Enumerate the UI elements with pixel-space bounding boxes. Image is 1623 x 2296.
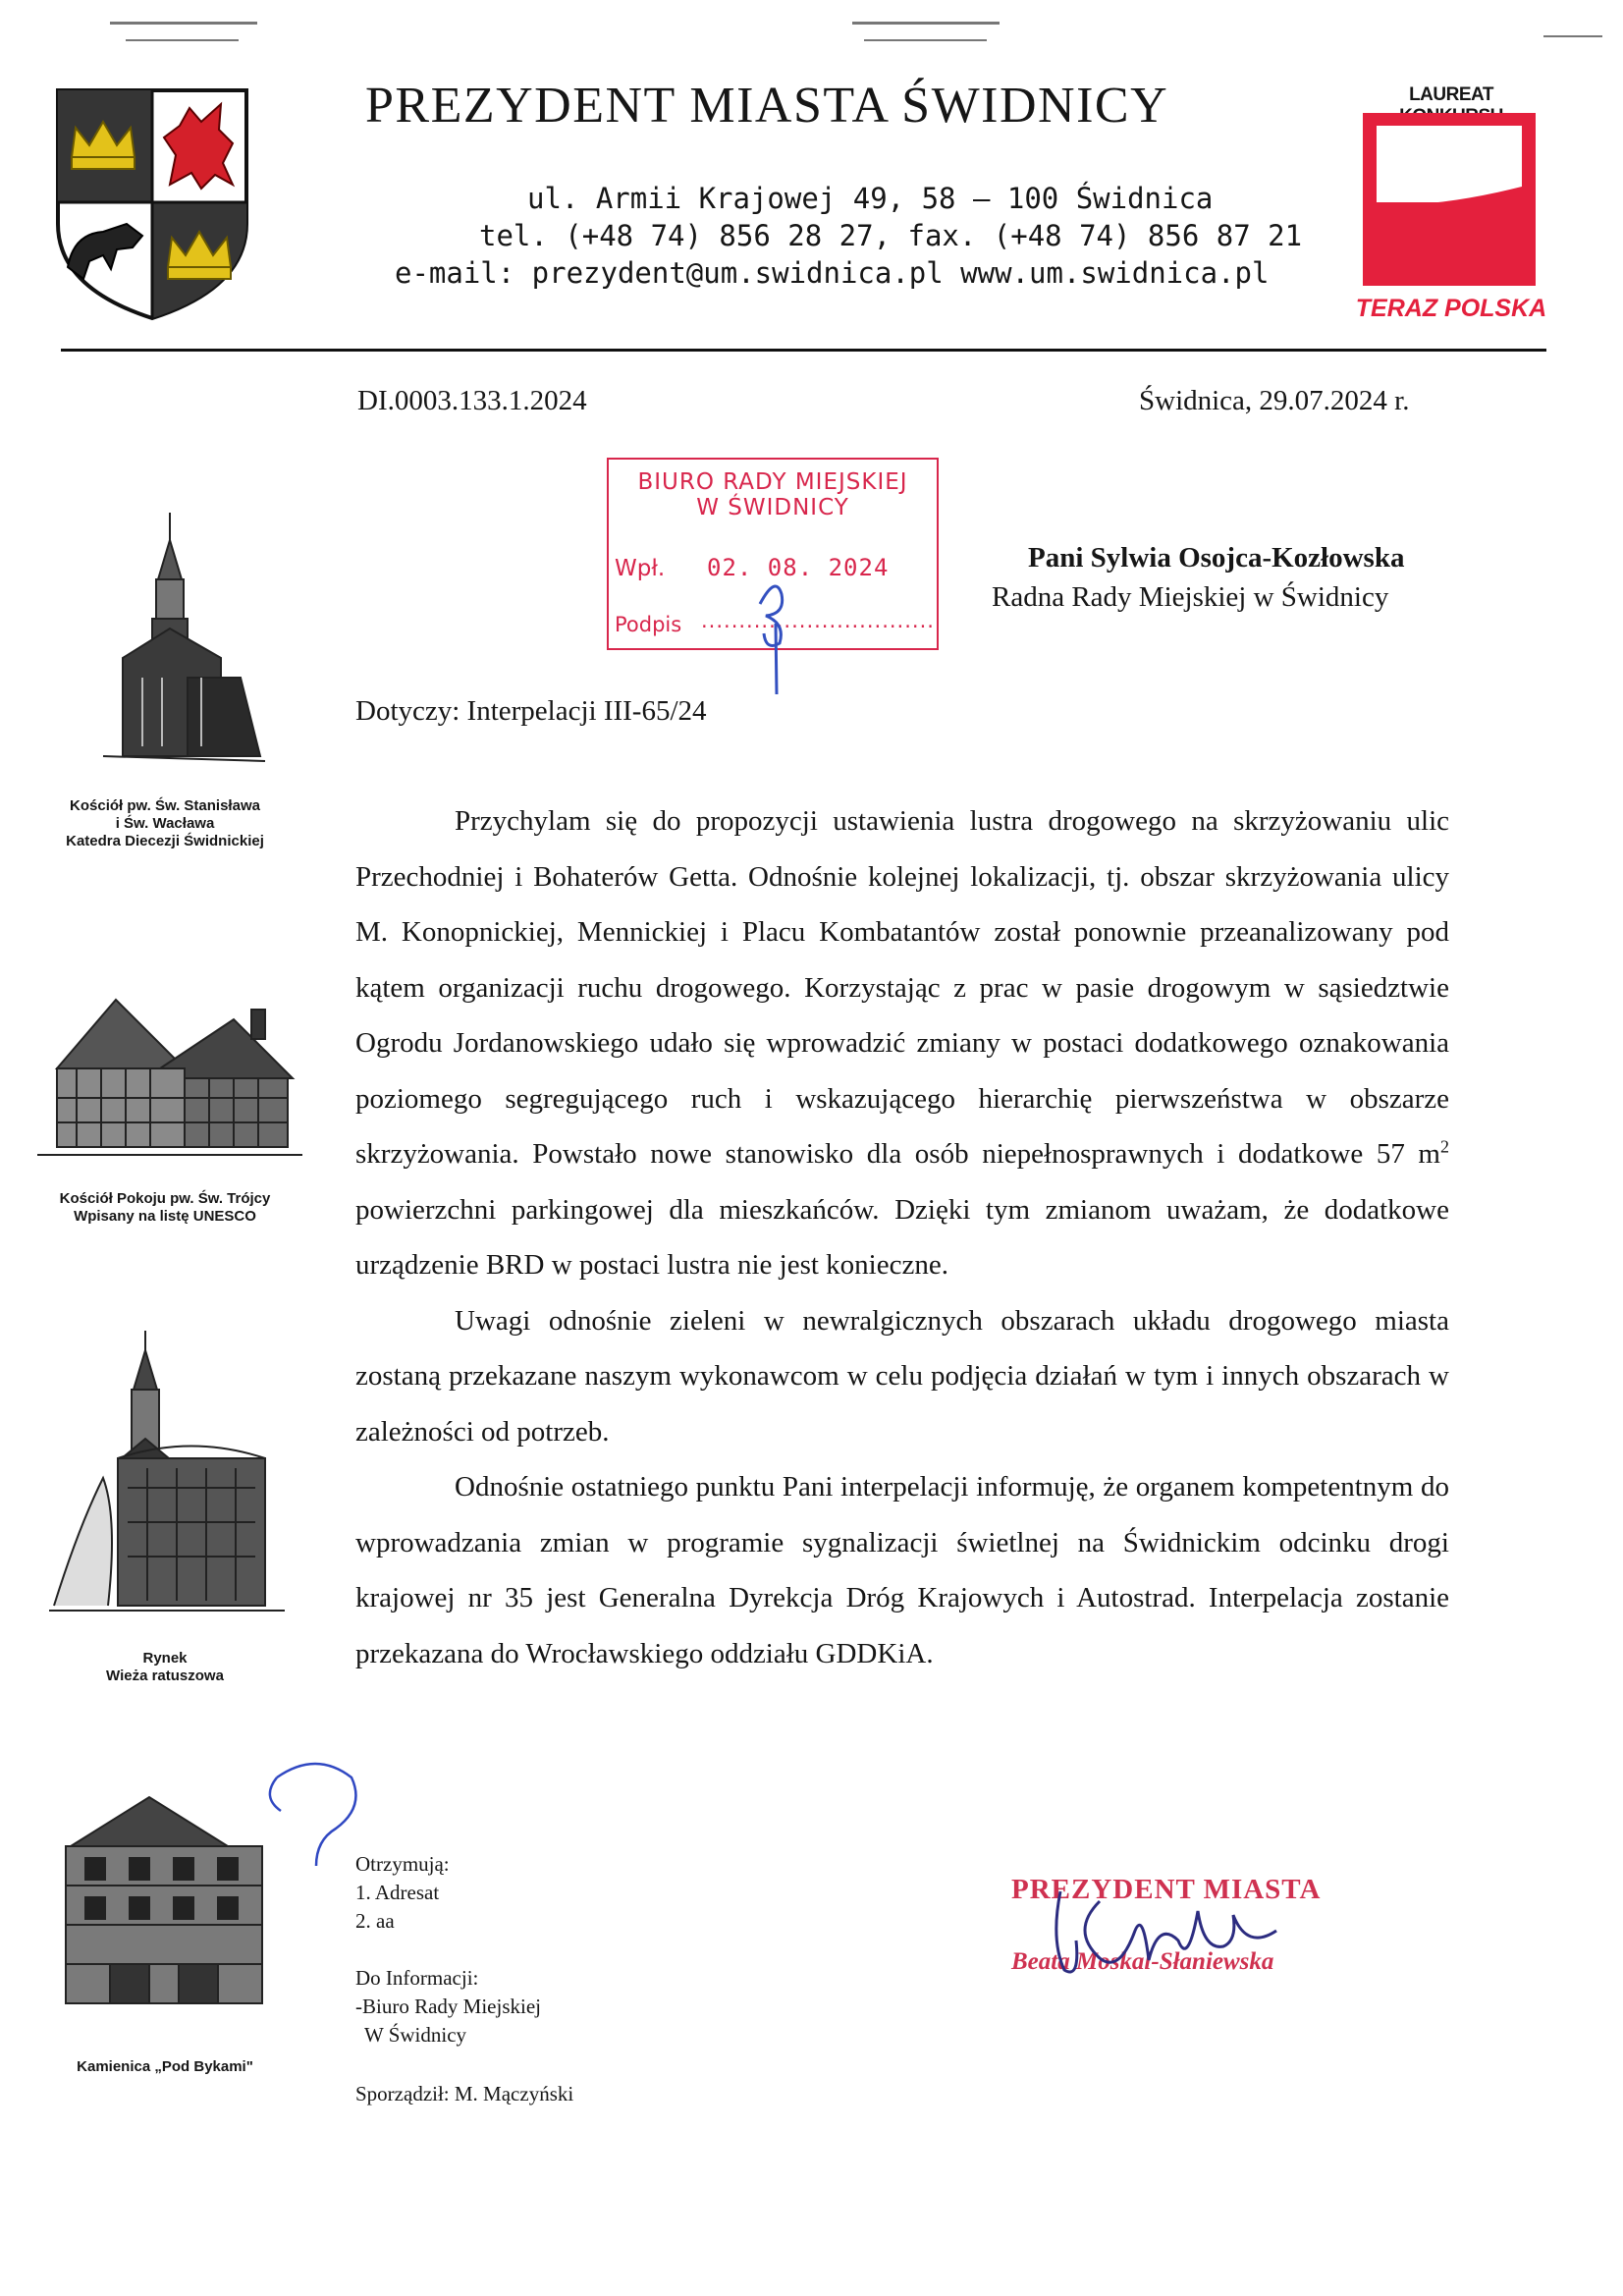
scan-artifact (864, 39, 987, 41)
caption-line: Wieża ratuszowa (106, 1667, 224, 1684)
caption-line: Wpisany na listę UNESCO (74, 1208, 256, 1225)
signature-stamp-name: Beata Moskal-Słaniewska (1011, 1948, 1274, 1975)
sidebar-caption-cathedral (37, 797, 293, 850)
cathedral-drawing-icon (93, 511, 270, 776)
sidebar-caption-house (37, 2058, 293, 2076)
scan-artifact (852, 22, 1000, 25)
signature-stamp-title: PREZYDENT MIASTA (1011, 1874, 1322, 1905)
caption-line: Kościół pw. Św. Stanisława (70, 797, 260, 814)
stamp-office: BIURO RADY MIEJSKIEJ (637, 469, 908, 495)
info-label: Do Informacji: (355, 1966, 479, 1990)
badge-top-label: LAUREAT (1409, 84, 1493, 105)
letter-subject: Dotyczy: Interpelacji III-65/24 (355, 695, 707, 727)
badge-flag-wave-icon (1377, 187, 1522, 226)
stamp-sign-label: Podpis (615, 613, 682, 636)
letterhead-address: ul. Armii Krajowej 49, 58 – 100 Świdnica (527, 182, 1214, 215)
coat-of-arms-icon (54, 86, 250, 322)
caption-line: Kościół Pokoju pw. Św. Trójcy (59, 1190, 271, 1207)
body-paragraph-1 (355, 793, 1449, 1293)
recipient-role: Radna Rady Miejskiej w Świdnicy (992, 581, 1389, 613)
stamp-received-label: Wpł. (615, 556, 666, 581)
town-hall-drawing-icon (49, 1331, 285, 1625)
superscript-squared: 2 (1440, 1136, 1449, 1157)
caption-line: Rynek (142, 1650, 188, 1667)
info-block (355, 1964, 541, 2050)
info-line: -Biuro Rady Miejskiej (355, 1995, 541, 2018)
letterhead-divider (61, 349, 1546, 352)
caption-line: Kamienica „Pod Bykami" (77, 2058, 253, 2075)
sidebar-caption-market (37, 1650, 293, 1685)
recipient-item: 2. aa (355, 1909, 395, 1933)
pod-bykami-house-drawing-icon (51, 1787, 277, 2013)
caption-line: i Św. Wacława (115, 815, 215, 832)
letterhead-title: PREZYDENT MIASTA ŚWIDNICY (365, 78, 1169, 134)
body-paragraph-2: Uwagi odnośnie zieleni w newralgicznych obszarach układu drogowego miasta zostaną przekazane naszym wykonawcom w celu podjęcia działań w tym i innych obszarach w zależności od potrzeb. (355, 1304, 1449, 1448)
letterhead-contact: e-mail: prezydent@um.swidnica.pl www.um.swidnica.pl (395, 256, 1270, 290)
letterhead-phone: tel. (+48 74) 856 28 27, fax. (+48 74) 856 87 21 (479, 219, 1303, 252)
recipient-item: 1. Adresat (355, 1881, 440, 1904)
handwritten-signature (1041, 1872, 1306, 1990)
body-paragraph-1-text: Przychylam się do propozycji ustawienia lustra drogowego na skrzyżowaniu ulic Przechodniej i Bohaterów Getta. Odnośnie kolejnej lokalizacji, tj. obszar skrzyżowania ulicy M. Konopnickiej, Mennickiej i Placu Kombatantów został ponownie przeanalizowany pod kątem organizacji ruchu drogowego. Korzystając z prac w pasie drogowym w sąsiedztwie Ogrodu Jordanowskiego udało się wprowadzić zmiany w postaci dodatkowego oznakowania poziomego segregującego ruch i wskazującego hierarchię pierwszeństwa w obszarze skrzyżowania. Powstało nowe stanowisko dla osób niepełnosprawnych i dodatkowe 57 m (355, 805, 1449, 1170)
scan-artifact (110, 22, 257, 25)
recipients-label: Otrzymują: (355, 1852, 450, 1876)
handwritten-mark (257, 1758, 365, 1876)
scan-artifact (126, 39, 239, 41)
badge-bottom-label: TERAZ POLSKA (1355, 295, 1547, 322)
scan-artifact (1543, 35, 1602, 37)
recipient-name: Pani Sylwia Osojca-Kozłowska (1028, 542, 1405, 574)
reference-number: DI.0003.133.1.2024 (357, 385, 587, 416)
letter-date: Świdnica, 29.07.2024 r. (1139, 385, 1410, 416)
church-of-peace-drawing-icon (37, 980, 302, 1162)
body-paragraph-1-text-end: powierzchni parkingowej dla mieszkańców. Dzięki tym zmianom uważam, że dodatkowe urządzenie BRD w postaci lustra nie jest konieczne. (355, 1193, 1449, 1281)
sidebar-caption-church-of-peace (37, 1190, 293, 1226)
letter-body (355, 793, 1449, 1681)
recipients-block (355, 1850, 450, 1936)
info-line: W Świdnicy (364, 2023, 467, 2047)
prepared-by: Sporządził: M. Mączyński (355, 2082, 574, 2105)
body-paragraph-3: Odnośnie ostatniego punktu Pani interpelacji informuję, że organem kompetentnym do wprowadzania zmian w programie sygnalizacji świetlnej na Świdnickim odcinku drogi krajowej nr 35 jest Generalna Dyrekcja Dróg Krajowych i Autostrad. Interpelacja zostanie przekazana do Wrocławskiego oddziału GDDKiA. (355, 1471, 1449, 1669)
caption-line: Katedra Diecezji Świdnickiej (66, 833, 264, 849)
stamp-signature-mark (746, 565, 805, 697)
stamp-city: W ŚWIDNICY (696, 495, 849, 520)
stamp-sign-dots: ............................... (701, 609, 935, 632)
stamp-received-date: 02. 08. 2024 (707, 554, 890, 581)
